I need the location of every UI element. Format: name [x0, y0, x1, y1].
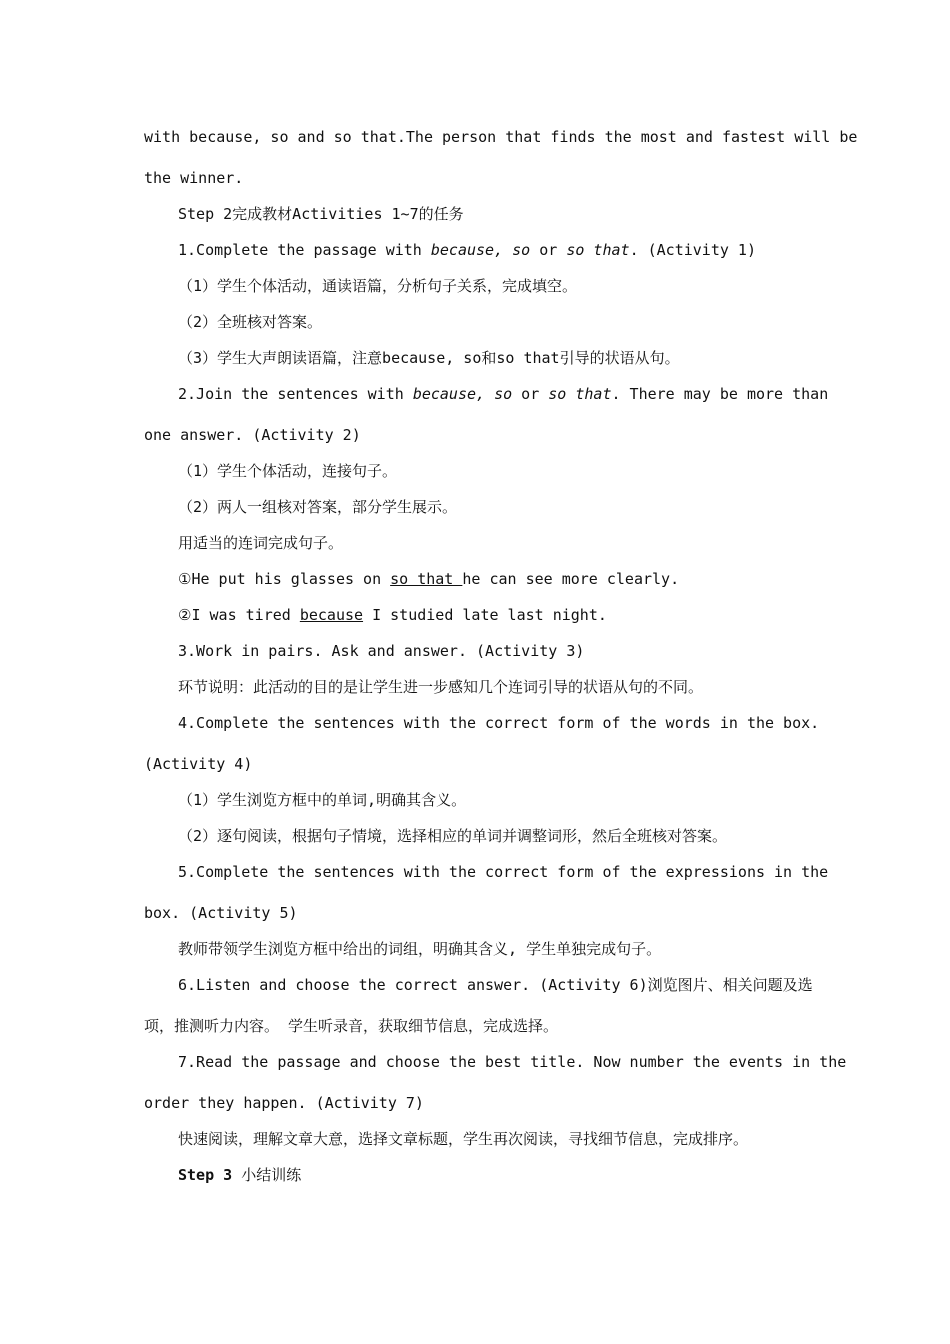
step-label: Step 3 [178, 1166, 233, 1184]
activity-item [178, 240, 756, 260]
sub-step: （2）逐句阅读，根据句子情境，选择相应的单词并调整词形，然后全班核对答案。 [178, 827, 728, 845]
activity-item: 5.Complete the sentences with the correct form of the expressions in the [178, 863, 829, 881]
paragraph-line: box. (Activity 5) [144, 904, 298, 922]
paragraph-line: with because, so and so that.The person that finds the most and fastest will be [144, 128, 858, 146]
italic-run: so that [566, 241, 630, 259]
text-run: or [530, 241, 567, 259]
text-run: . (Activity 1) [629, 241, 756, 259]
activity-item [178, 384, 829, 404]
activity-item: 6.Listen and choose the correct answer. (Activity 6)浏览图片、相关问题及选 [178, 976, 813, 994]
italic-run: so that [548, 385, 612, 403]
sub-step: （1）学生浏览方框中的单词,明确其含义。 [178, 791, 467, 809]
activity-item: 3.Work in pairs. Ask and answer. (Activity 3) [178, 642, 585, 660]
sub-step: （2）两人一组核对答案，部分学生展示。 [178, 498, 458, 516]
paragraph-line: 项，推测听力内容。 学生听录音，获取细节信息，完成选择。 [144, 1017, 559, 1035]
text-run: or [512, 385, 549, 403]
text-run: ①He put his glasses on [178, 570, 391, 588]
text-run: ②I was tired [178, 606, 300, 624]
text-run: 2.Join the sentences with [178, 385, 413, 403]
italic-run: because, so [412, 385, 513, 403]
paragraph-line: the winner. [144, 169, 244, 187]
step-heading [178, 1165, 301, 1185]
answer-blank: because [299, 606, 364, 624]
example-sentence [178, 569, 679, 589]
text-run: I studied late last night. [363, 606, 607, 624]
example-sentence [178, 605, 607, 625]
note: 环节说明：此活动的目的是让学生进一步感知几个连词引导的状语从句的不同。 [178, 678, 704, 696]
activity-item: 4.Complete the sentences with the correct form of the words in the box. [178, 714, 820, 732]
activity-item: 7.Read the passage and choose the best title. Now number the events in the [178, 1053, 847, 1071]
sub-step: （2）全班核对答案。 [178, 313, 323, 331]
sub-step: （3）学生大声朗读语篇，注意because, so和so that引导的状语从句。 [178, 349, 680, 367]
text-run: he can see more clearly. [462, 570, 680, 588]
step-title: 小结训练 [232, 1166, 302, 1184]
step-heading: Step 2完成教材Activities 1~7的任务 [178, 205, 464, 223]
instruction: 快速阅读，理解文章大意，选择文章标题，学生再次阅读，寻找细节信息，完成排序。 [178, 1130, 749, 1148]
text-run: . There may be more than [611, 385, 829, 403]
italic-run: because, so [430, 241, 531, 259]
instruction: 用适当的连词完成句子。 [178, 534, 344, 552]
instruction: 教师带领学生浏览方框中给出的词组，明确其含义, 学生单独完成句子。 [178, 940, 662, 958]
paragraph-line: order they happen. (Activity 7) [144, 1094, 424, 1112]
sub-step: （1）学生个体活动，连接句子。 [178, 462, 398, 480]
sub-step: （1）学生个体活动，通读语篇，分析句子关系，完成填空。 [178, 277, 578, 295]
paragraph-line: one answer. (Activity 2) [144, 426, 361, 444]
paragraph-line: (Activity 4) [144, 755, 253, 773]
answer-blank: so that [390, 570, 463, 588]
text-run: 1.Complete the passage with [178, 241, 431, 259]
